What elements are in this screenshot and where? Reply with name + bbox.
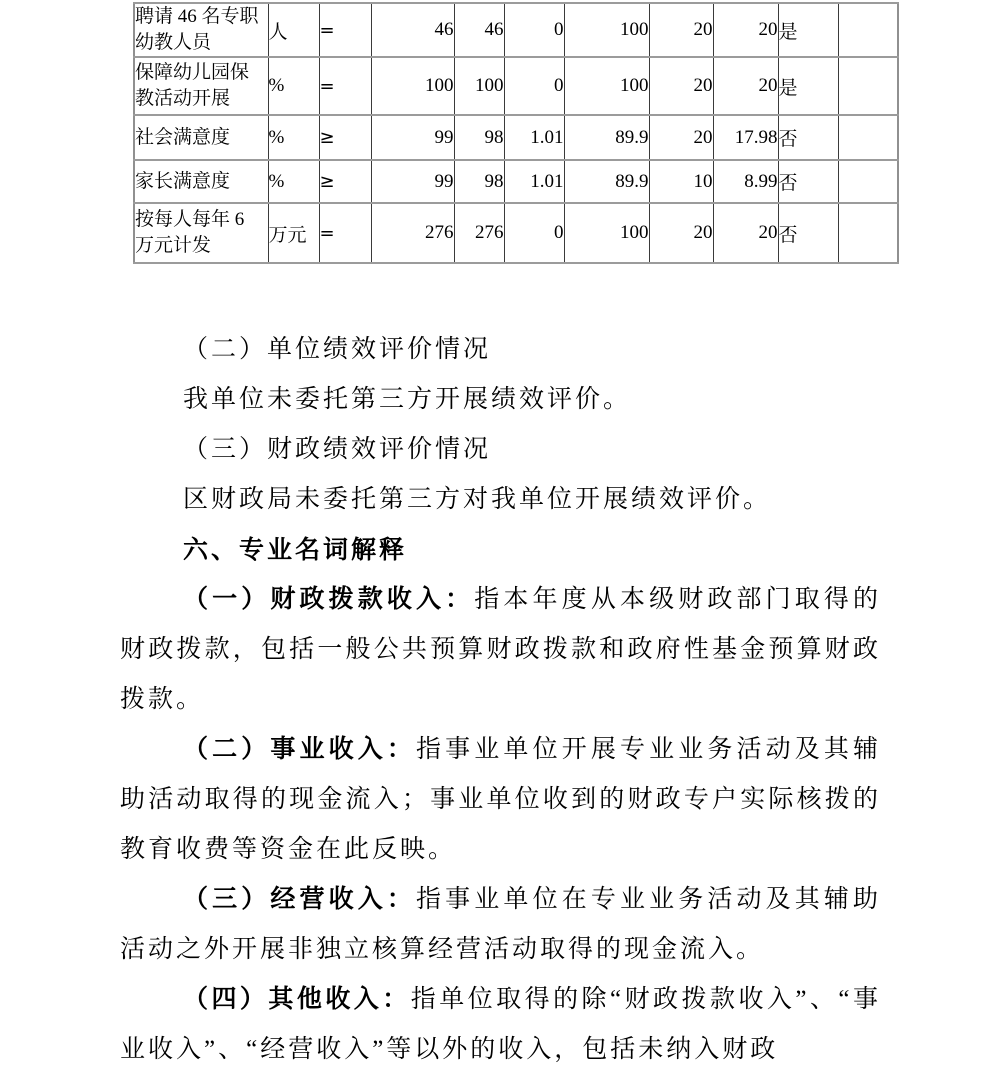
indicator-cell: 社会满意度	[134, 115, 268, 160]
actual-value-cell: 98	[454, 115, 504, 160]
indicator-cell: 保障幼儿园保教活动开展	[134, 57, 268, 115]
indicator-cell: 聘请 46 名专职幼教人员	[134, 3, 268, 57]
actual-value-cell: 100	[454, 57, 504, 115]
heading-text: （三）财政绩效评价情况	[183, 436, 492, 463]
unit-cell: %	[268, 115, 319, 160]
remark-cell	[838, 203, 898, 263]
table-row	[134, 3, 898, 57]
operator-cell: =	[319, 57, 371, 115]
remark-cell	[838, 57, 898, 115]
operator-cell: =	[319, 3, 371, 57]
term-paragraph-fiscal-appropriation	[120, 575, 881, 725]
weight-cell: 20	[649, 115, 713, 160]
document-body	[120, 325, 881, 1075]
actual-value-cell: 46	[454, 3, 504, 57]
deviation-cell: 1.01	[504, 160, 564, 203]
unit-cell: 人	[268, 3, 319, 57]
term-lead: （三）经营收入：	[183, 886, 417, 913]
rate-cell: 89.9	[564, 115, 649, 160]
term-body: 指事业单位开展专业业务活动及其辅助活动取得的现金流入；事业单位收到的财政专户实际核拨的教育收费等资金在此反映。	[120, 736, 881, 863]
score-cell: 8.99	[713, 160, 778, 203]
actual-value-cell: 276	[454, 203, 504, 263]
term-body: 指本年度从本级财政部门取得的财政拨款，包括一般公共预算财政拨款和政府性基金预算财政拨款。	[120, 586, 881, 713]
weight-cell: 20	[649, 3, 713, 57]
target-value-cell: 100	[371, 57, 454, 115]
deviation-cell: 0	[504, 203, 564, 263]
term-body: 指单位取得的除“财政拨款收入”、“事业收入”、“经营收入”等以外的收入，包括未纳入财政	[120, 986, 881, 1063]
unit-cell: %	[268, 57, 319, 115]
rate-cell: 100	[564, 3, 649, 57]
rate-cell: 100	[564, 57, 649, 115]
target-value-cell: 99	[371, 160, 454, 203]
unit-cell: %	[268, 160, 319, 203]
indicator-cell: 按每人每年 6 万元计发	[134, 203, 268, 263]
score-cell: 20	[713, 203, 778, 263]
flag-cell: 否	[778, 160, 838, 203]
term-lead: （四）其他收入：	[183, 986, 411, 1013]
score-cell: 20	[713, 57, 778, 115]
rate-cell: 89.9	[564, 160, 649, 203]
paragraph-text: 我单位未委托第三方开展绩效评价。	[183, 386, 632, 413]
flag-cell: 否	[778, 115, 838, 160]
paragraph-fiscal-eval	[120, 475, 881, 525]
table-row	[134, 160, 898, 203]
term-body: 指事业单位在专业业务活动及其辅助活动之外开展非独立核算经营活动取得的现金流入。	[120, 886, 881, 963]
flag-cell: 是	[778, 57, 838, 115]
operator-cell: ≥	[319, 115, 371, 160]
deviation-cell: 1.01	[504, 115, 564, 160]
term-lead: （一）财政拨款收入：	[183, 586, 475, 613]
term-paragraph-other-income	[120, 975, 881, 1075]
table-row	[134, 57, 898, 115]
rate-cell: 100	[564, 203, 649, 263]
target-value-cell: 276	[371, 203, 454, 263]
target-value-cell: 46	[371, 3, 454, 57]
remark-cell	[838, 3, 898, 57]
weight-cell: 20	[649, 57, 713, 115]
heading-text: （二）单位绩效评价情况	[183, 336, 492, 363]
remark-cell	[838, 115, 898, 160]
section-title-terms	[120, 525, 881, 575]
score-cell: 20	[713, 3, 778, 57]
operator-cell: =	[319, 203, 371, 263]
indicator-cell: 家长满意度	[134, 160, 268, 203]
table-row	[134, 115, 898, 160]
paragraph-text: 区财政局未委托第三方对我单位开展绩效评价。	[183, 486, 772, 513]
table-row	[134, 203, 898, 263]
operator-cell: ≥	[319, 160, 371, 203]
term-paragraph-operating-income	[120, 725, 881, 875]
deviation-cell: 0	[504, 57, 564, 115]
flag-cell: 是	[778, 3, 838, 57]
performance-indicator-table	[133, 2, 899, 264]
weight-cell: 10	[649, 160, 713, 203]
paragraph-unit-eval	[120, 375, 881, 425]
weight-cell: 20	[649, 203, 713, 263]
actual-value-cell: 98	[454, 160, 504, 203]
target-value-cell: 99	[371, 115, 454, 160]
term-paragraph-business-income	[120, 875, 881, 975]
section-heading-fiscal-eval	[120, 425, 881, 475]
remark-cell	[838, 160, 898, 203]
score-cell: 17.98	[713, 115, 778, 160]
unit-cell: 万元	[268, 203, 319, 263]
term-lead: （二）事业收入：	[183, 736, 417, 763]
flag-cell: 否	[778, 203, 838, 263]
section-heading-unit-eval	[120, 325, 881, 375]
deviation-cell: 0	[504, 3, 564, 57]
section-title-text: 六、专业名词解释	[183, 536, 408, 564]
